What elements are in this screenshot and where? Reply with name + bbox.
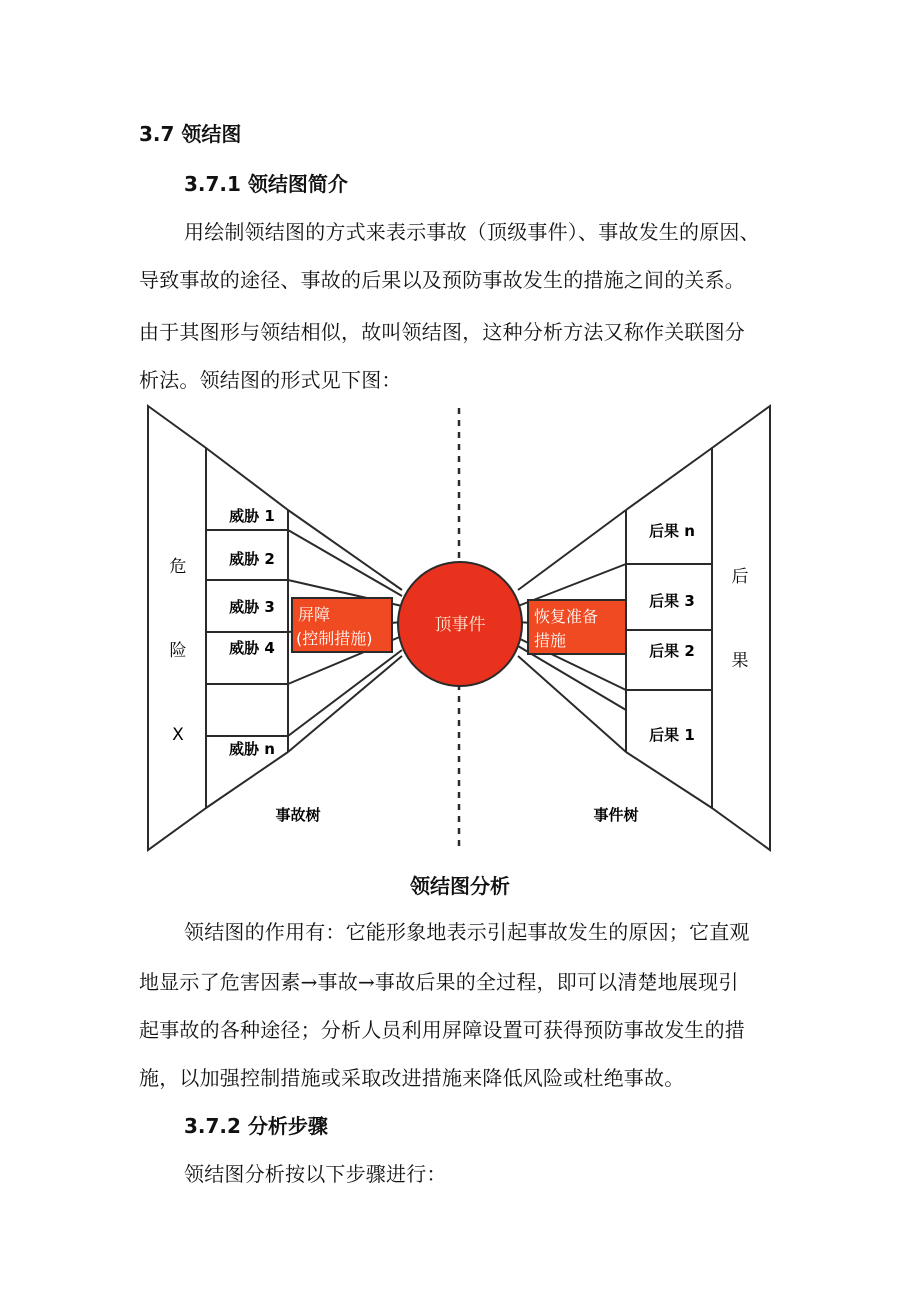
consequence-2-label: 后果 2: [649, 642, 695, 660]
event-tree-label: 事件树: [593, 806, 639, 824]
recovery-label-1: 恢复准备: [534, 607, 599, 626]
role-line-2: 地显示了危害因素→事故→事故后果的全过程，即可以清楚地展现引: [139, 970, 739, 994]
hazard-char-3: X: [172, 725, 184, 745]
steps-intro: 领结图分析按以下步骤进行：: [184, 1162, 447, 1186]
threat-2-label: 威胁 2: [229, 550, 275, 568]
barrier-label-2: (控制措施): [296, 629, 373, 648]
bow-tie-diagram: [140, 400, 780, 856]
consequence-1-label: 后果 1: [649, 726, 695, 744]
consequence-n-label: 后果 n: [649, 522, 695, 540]
diagram-caption: 领结图分析: [410, 874, 510, 898]
threat-3-label: 威胁 3: [229, 598, 275, 616]
barrier-label-1: 屏障: [298, 605, 331, 624]
threat-4-label: 威胁 4: [229, 639, 275, 657]
role-line-1: 领结图的作用有：它能形象地表示引起事故发生的原因；它直观: [184, 920, 750, 944]
intro-line-1: 用绘制领结图的方式来表示事故（顶级事件）、事故发生的原因、: [184, 220, 760, 244]
fault-tree-label: 事故树: [275, 806, 321, 824]
consequence-trapezoid: [712, 406, 770, 850]
intro-line-3: 由于其图形与领结相似，故叫领结图，这种分析方法又称作关联图分: [139, 320, 745, 344]
threat-n-label: 威胁 n: [229, 740, 275, 758]
subsection-title-intro: 3.7.1 领结图简介: [184, 172, 348, 196]
role-line-3: 起事故的各种途径；分析人员利用屏障设置可获得预防事故发生的措: [139, 1018, 745, 1042]
top-event-label: 顶事件: [434, 615, 486, 635]
intro-line-2: 导致事故的途径、事故的后果以及预防事故发生的措施之间的关系。: [139, 268, 745, 292]
section-title: 3.7 领结图: [139, 122, 242, 146]
subsection-title-steps: 3.7.2 分析步骤: [184, 1114, 328, 1138]
consequence-3-label: 后果 3: [649, 592, 695, 610]
threat-1-label: 威胁 1: [229, 507, 275, 525]
hazard-char-2: 险: [169, 641, 187, 661]
intro-line-4: 析法。领结图的形式见下图：: [139, 368, 402, 392]
role-line-4: 施，以加强控制措施或采取改进措施来降低风险或杜绝事故。: [139, 1066, 685, 1090]
recovery-label-2: 措施: [534, 631, 567, 650]
consequence-char-1: 后: [731, 567, 749, 587]
hazard-trapezoid: [148, 406, 206, 850]
consequence-char-2: 果: [731, 651, 749, 671]
hazard-char-1: 危: [169, 557, 187, 577]
